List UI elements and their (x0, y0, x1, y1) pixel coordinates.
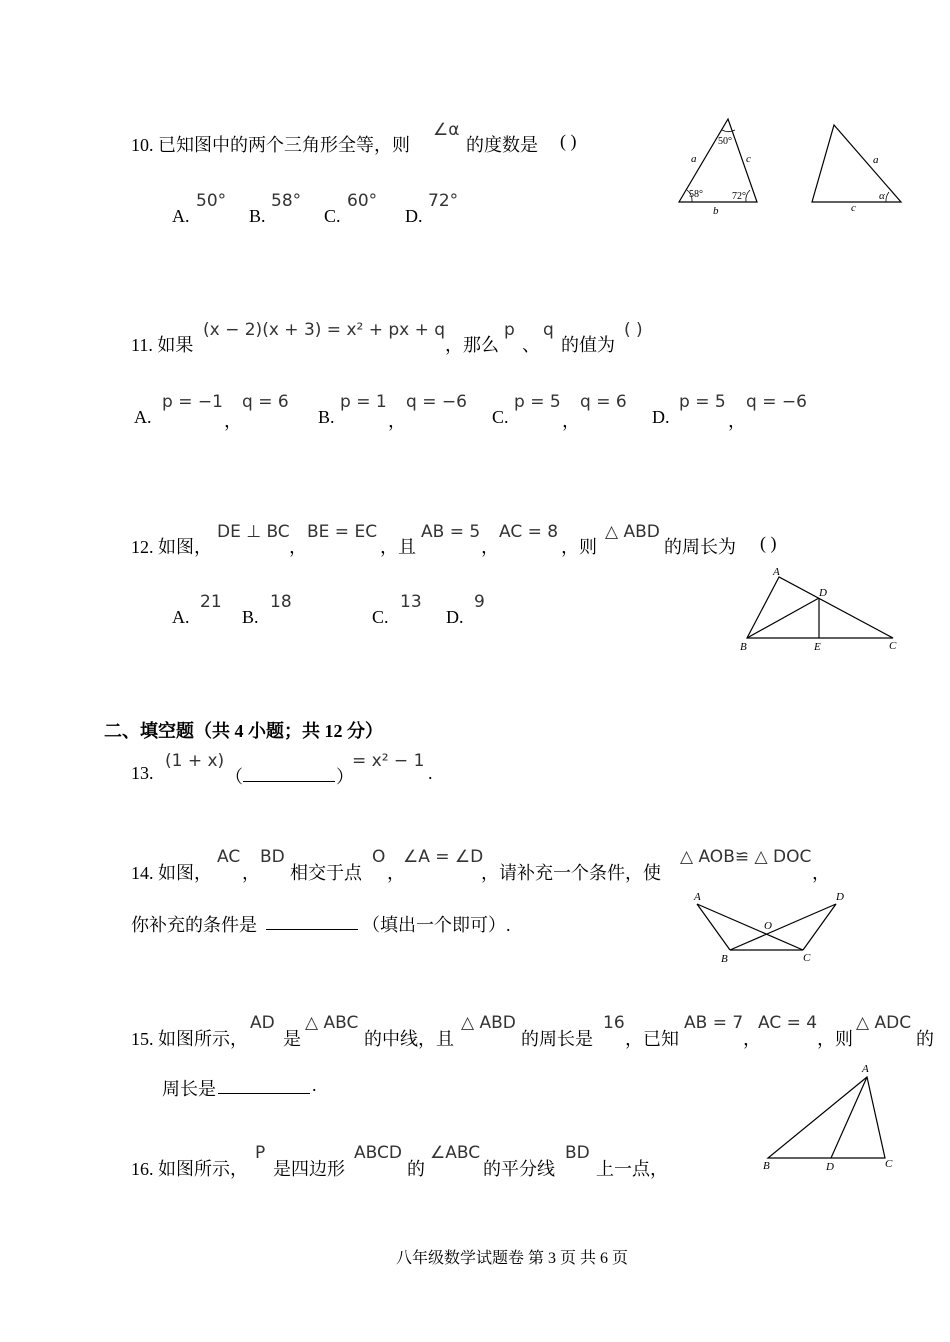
q11-sep: 、 (522, 335, 540, 355)
q10-fig-side-b: b (713, 205, 719, 217)
q10-option-b-label: B. (249, 206, 266, 226)
q10-fig2-side-c: c (851, 202, 856, 214)
q15-fig-label-d: D (826, 1161, 834, 1173)
q11-text-b: ，那么 (445, 335, 499, 355)
q11-option-d-p: p = 5 (679, 392, 726, 412)
q15-text-f: ，则 (817, 1029, 853, 1049)
q12-m2: BE = EC (307, 522, 378, 542)
q10-option-d-value: 72° (428, 191, 459, 211)
q16-m1: P (255, 1143, 266, 1163)
q14-m1: AC (217, 847, 241, 867)
q14-fig-label-d: D (836, 891, 844, 903)
q14-c2: ， (387, 863, 405, 883)
q16-m3: ∠ABC (430, 1143, 481, 1163)
q15-fig-label-c: C (885, 1158, 893, 1170)
q16-m4: BD (565, 1143, 590, 1163)
q12-fig-label-a: A (773, 566, 780, 578)
q11-option-c-comma: ， (562, 411, 580, 431)
q13-answer-blank[interactable] (243, 763, 335, 782)
q14-m2: BD (260, 847, 285, 867)
q14-figure (690, 886, 855, 968)
q10-text-b: 的度数是 (466, 135, 538, 155)
q14-text-b: 相交于点 (290, 863, 362, 883)
q12-m1: DE ⊥ BC (217, 522, 290, 542)
q11-option-c-label: C. (492, 407, 509, 427)
q14-fig-label-o: O (764, 920, 772, 932)
q13-expr-right: = x² − 1 (352, 751, 425, 771)
q12-triangle-figure (735, 562, 905, 657)
q10-fig-angle-top: 50° (718, 136, 732, 147)
q11-option-a-q: q = 6 (242, 392, 289, 412)
q15-text-e: ，已知 (625, 1029, 679, 1049)
q15-figure (755, 1060, 905, 1175)
q13-left-paren: （ (225, 767, 243, 787)
q15-m6: AC = 4 (758, 1013, 818, 1033)
q14-m5: △ AOB≌ △ DOC (680, 847, 812, 867)
q15-text-g: 的 (916, 1029, 934, 1049)
q10-triangle-2 (812, 125, 901, 202)
q11-option-d-comma: ， (728, 411, 746, 431)
q11-option-c-p: p = 5 (514, 392, 561, 412)
q12-fig-label-d: D (819, 587, 827, 599)
q12-m4: AC = 8 (499, 522, 559, 542)
q10-fig-side-a: a (691, 153, 697, 165)
q10-triangles-figure (670, 110, 915, 220)
q15-m2: △ ABC (305, 1013, 359, 1033)
section-2-heading: 二、填空题（共 4 小题；共 12 分） (104, 721, 383, 741)
q13-right-paren: ） (336, 767, 354, 787)
q15-text-d: 的周长是 (521, 1029, 593, 1049)
q16-text-e: 上一点， (596, 1159, 668, 1179)
q10-fig-angle-left: 58° (689, 189, 703, 200)
q14-c1: ， (242, 863, 260, 883)
q14-m4: ∠A = ∠D (403, 847, 484, 867)
q11-option-d-label: D. (652, 407, 670, 427)
q12-text-d: 的周长为 (664, 537, 736, 557)
q14-line2-a: 你补充的条件是 (131, 915, 257, 935)
q12-m3: AB = 5 (421, 522, 481, 542)
q10-fig-side-c: c (746, 153, 751, 165)
q11-text-a: 11. 如果 (131, 335, 194, 355)
q14-text-a: 14. 如图， (131, 863, 212, 883)
q11-option-b-label: B. (318, 407, 335, 427)
q15-c1: ， (743, 1029, 761, 1049)
q15-text-b: 是 (283, 1029, 301, 1049)
q14-fig-label-a: A (694, 891, 701, 903)
q12-option-d-value: 9 (474, 592, 485, 612)
q11-option-b-p: p = 1 (340, 392, 387, 412)
q12-answer-paren: ( ) (760, 533, 777, 553)
q16-text-d: 的平分线 (483, 1159, 555, 1179)
q12-c2: ， (481, 537, 499, 557)
q12-text-a: 12. 如图， (131, 537, 212, 557)
q12-c1: ， (289, 537, 307, 557)
q11-option-a-p: p = −1 (162, 392, 223, 412)
q10-option-c-label: C. (324, 206, 341, 226)
q15-answer-blank[interactable] (218, 1075, 310, 1094)
q10-option-b-value: 58° (271, 191, 302, 211)
q10-angle-alpha: ∠α (433, 120, 460, 140)
q12-text-b: ，且 (380, 537, 416, 557)
q12-fig-label-c: C (889, 640, 897, 652)
q12-fig-label-b: B (740, 641, 747, 653)
q12-option-c-value: 13 (400, 592, 422, 612)
q12-option-b-label: B. (242, 607, 259, 627)
q13-end: . (428, 763, 433, 783)
q15-m3: △ ABD (461, 1013, 516, 1033)
q10-fig2-alpha: α (879, 190, 885, 202)
q15-fig-label-b: B (763, 1160, 770, 1172)
q14-fig-label-b: B (721, 953, 728, 965)
q14-m3: O (372, 847, 386, 867)
q14-answer-blank[interactable] (266, 911, 358, 930)
q16-text-a: 16. 如图所示， (131, 1159, 248, 1179)
q15-m1: AD (250, 1013, 275, 1033)
q15-segment-ad (831, 1077, 867, 1158)
page-footer: 八年级数学试题卷 第 3 页 共 6 页 (396, 1250, 629, 1267)
q12-option-a-label: A. (172, 607, 190, 627)
q11-option-b-comma: ， (388, 411, 406, 431)
q14-text-c: ，请补充一个条件，使 (481, 863, 661, 883)
q12-option-b-value: 18 (270, 592, 292, 612)
q15-triangle-abc (768, 1077, 885, 1158)
q15-m5: AB = 7 (684, 1013, 744, 1033)
q11-var-q: q (543, 320, 554, 340)
q16-text-c: 的 (407, 1159, 425, 1179)
q15-line2-b: . (312, 1075, 317, 1095)
q12-text-c: ，则 (561, 537, 597, 557)
q11-var-p: p (504, 320, 515, 340)
q10-option-a-value: 50° (196, 191, 227, 211)
q15-m4: 16 (603, 1013, 625, 1033)
q10-text-a: 10. 已知图中的两个三角形全等，则 (131, 135, 410, 155)
q12-fig-label-e: E (814, 641, 821, 653)
q11-option-a-label: A. (134, 407, 152, 427)
q15-text-a: 15. 如图所示， (131, 1029, 248, 1049)
q10-answer-paren: ( ) (560, 131, 577, 151)
q11-option-b-q: q = −6 (406, 392, 467, 412)
q11-equation: (x − 2)(x + 3) = x² + px + q (203, 320, 446, 340)
q13-number: 13. (131, 763, 154, 783)
q15-fig-label-a: A (862, 1063, 869, 1075)
q15-line2-a: 周长是 (162, 1079, 216, 1099)
q12-m5: △ ABD (605, 522, 660, 542)
q11-option-d-q: q = −6 (746, 392, 807, 412)
q16-m2: ABCD (354, 1143, 402, 1163)
q11-text-c: 的值为 (561, 335, 615, 355)
q15-m7: △ ADC (856, 1013, 912, 1033)
q11-option-c-q: q = 6 (580, 392, 627, 412)
q13-expr-left: (1 + x) (165, 751, 225, 771)
q14-fig-label-c: C (803, 952, 811, 964)
q15-text-c: 的中线，且 (364, 1029, 454, 1049)
q14-line2-b: （填出一个即可）. (362, 915, 511, 935)
q11-answer-paren: ( ) (624, 320, 643, 340)
q10-fig-angle-right: 72° (732, 191, 746, 202)
q12-option-a-value: 21 (200, 592, 222, 612)
q10-fig2-side-a: a (873, 154, 879, 166)
q10-option-a-label: A. (172, 206, 190, 226)
q10-option-c-value: 60° (347, 191, 378, 211)
q16-text-b: 是四边形 (273, 1159, 345, 1179)
q12-option-c-label: C. (372, 607, 389, 627)
q10-option-d-label: D. (405, 206, 423, 226)
q12-option-d-label: D. (446, 607, 464, 627)
q11-option-a-comma: ， (224, 411, 242, 431)
q14-c3: ， (812, 863, 830, 883)
